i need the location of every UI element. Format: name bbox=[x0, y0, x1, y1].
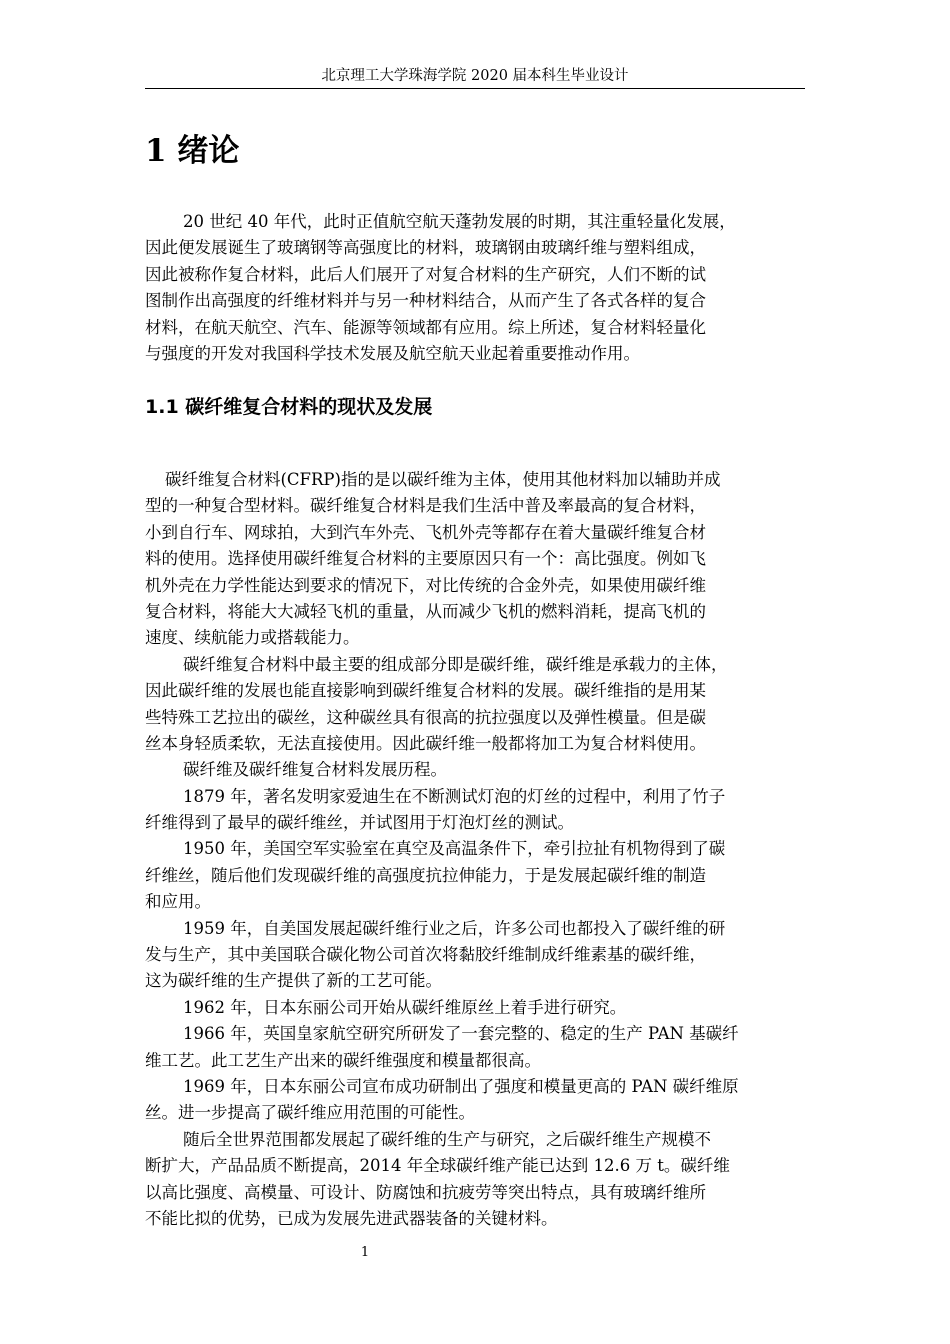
intro-line: 因此被称作复合材料，此后人们展开了对复合材料的生产研究，人们不断的试 bbox=[145, 264, 706, 284]
body-line: 因此碳纤维的发展也能直接影响到碳纤维复合材料的发展。碳纤维指的是用某 bbox=[145, 681, 706, 701]
header-rule bbox=[145, 88, 805, 89]
body-line: 发与生产，其中美国联合碳化物公司首次将黏胶纤维制成纤维素基的碳纤维， bbox=[145, 945, 706, 965]
body-line: 小到自行车、网球拍，大到汽车外壳、飞机外壳等都存在着大量碳纤维复合材 bbox=[145, 522, 706, 542]
body-line: 随后全世界范围都发展起了碳纤维的生产与研究，之后碳纤维生产规模不 bbox=[183, 1129, 711, 1149]
body-line: 速度、续航能力或搭载能力。 bbox=[145, 628, 360, 648]
chapter-title: 1 绪论 bbox=[145, 133, 240, 169]
body-line: 1959 年，自美国发展起碳纤维行业之后，许多公司也都投入了碳纤维的研 bbox=[183, 918, 726, 938]
body-line: 1950 年，美国空军实验室在真空及高温条件下，牵引拉扯有机物得到了碳 bbox=[183, 839, 726, 859]
body-line: 1966 年，英国皇家航空研究所研发了一套完整的、稳定的生产 PAN 基碳纤 bbox=[183, 1024, 739, 1044]
body-line: 料的使用。选择使用碳纤维复合材料的主要原因只有一个：高比强度。例如飞 bbox=[145, 549, 706, 569]
body-line: 碳纤维及碳纤维复合材料发展历程。 bbox=[183, 760, 447, 780]
body-line: 型的一种复合型材料。碳纤维复合材料是我们生活中普及率最高的复合材料， bbox=[145, 496, 706, 516]
body-line: 纤维丝，随后他们发现碳纤维的高强度抗拉伸能力，于是发展起碳纤维的制造 bbox=[145, 865, 706, 885]
body-line: 1879 年，著名发明家爱迪生在不断测试灯泡的灯丝的过程中，利用了竹子 bbox=[183, 786, 726, 806]
body-line: 复合材料，将能大大减轻飞机的重量，从而减少飞机的燃料消耗，提高飞机的 bbox=[145, 601, 706, 621]
section-body bbox=[145, 467, 810, 1232]
page-header: 北京理工大学珠海学院 2020 届本科生毕业设计 bbox=[321, 68, 629, 84]
body-line: 1969 年，日本东丽公司宣布成功研制出了强度和模量更高的 PAN 碳纤维原 bbox=[183, 1076, 739, 1096]
intro-line: 材料，在航天航空、汽车、能源等领域都有应用。综上所述，复合材料轻量化 bbox=[145, 317, 706, 337]
body-line: 丝本身轻质柔软，无法直接使用。因此碳纤维一般都将加工为复合材料使用。 bbox=[145, 733, 706, 753]
body-line: 断扩大，产品品质不断提高，2014 年全球碳纤维产能已达到 12.6 万 t。碳纤维 bbox=[145, 1156, 730, 1176]
intro-line: 图制作出高强度的纤维材料并与另一种材料结合，从而产生了各式各样的复合 bbox=[145, 291, 706, 311]
body-line: 不能比拟的优势，已成为发展先进武器装备的关键材料。 bbox=[145, 1208, 558, 1228]
body-line: 碳纤维复合材料中最主要的组成部分即是碳纤维，碳纤维是承载力的主体， bbox=[183, 654, 728, 674]
body-line: 丝。进一步提高了碳纤维应用范围的可能性。 bbox=[145, 1103, 475, 1123]
body-line: 维工艺。此工艺生产出来的碳纤维强度和模量都很高。 bbox=[145, 1050, 541, 1070]
body-line: 以高比强度、高模量、可设计、防腐蚀和抗疲劳等突出特点，具有玻璃纤维所 bbox=[145, 1182, 706, 1202]
body-line: 1962 年，日本东丽公司开始从碳纤维原丝上着手进行研究。 bbox=[183, 997, 627, 1017]
intro-line: 20 世纪 40 年代，此时正值航空航天蓬勃发展的时期，其注重轻量化发展， bbox=[183, 212, 736, 231]
body-line: 碳纤维复合材料(CFRP)指的是以碳纤维为主体，使用其他材料加以辅助并成 bbox=[165, 470, 721, 489]
body-line: 纤维得到了最早的碳纤维丝，并试图用于灯泡灯丝的测试。 bbox=[145, 813, 574, 833]
page-number: 1 bbox=[360, 1245, 370, 1260]
body-line: 这为碳纤维的生产提供了新的工艺可能。 bbox=[145, 971, 442, 991]
body-line: 些特殊工艺拉出的碳丝，这种碳丝具有很高的抗拉强度以及弹性模量。但是碳 bbox=[145, 707, 706, 727]
intro-line: 与强度的开发对我国科学技术发展及航空航天业起着重要推动作用。 bbox=[145, 343, 640, 363]
section-title: 1.1 碳纤维复合材料的现状及发展 bbox=[145, 396, 433, 418]
body-line: 机外壳在力学性能达到要求的情况下，对比传统的合金外壳，如果使用碳纤维 bbox=[145, 575, 706, 595]
body-line: 和应用。 bbox=[145, 892, 211, 912]
intro-paragraph bbox=[145, 209, 810, 367]
intro-line: 因此便发展诞生了玻璃钢等高强度比的材料，玻璃钢由玻璃纤维与塑料组成， bbox=[145, 238, 706, 258]
